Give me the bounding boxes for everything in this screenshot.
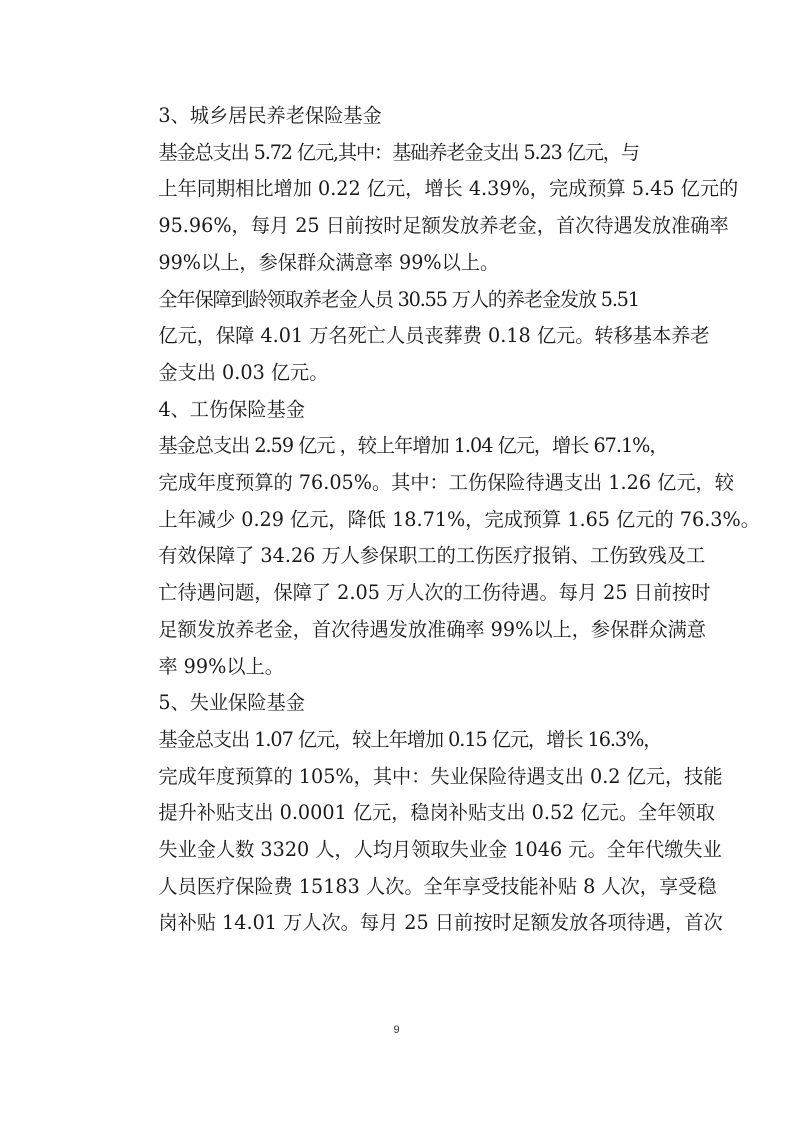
text-line: 亿元，保障 4.01 万名死亡人员丧葬费 0.18 亿元。转移基本养老 (158, 324, 710, 348)
text-line: 基金总支出 1.07 亿元，较上年增加 0.15 亿元，增长 16.3%， (158, 727, 662, 751)
section-heading: 4、工伤保险基金 (158, 397, 305, 421)
body-paragraph (120, 722, 723, 942)
text-line: 上年同期相比增加 0.22 亿元，增长 4.39%，完成预算 5.45 亿元的 (158, 177, 739, 201)
section (120, 685, 723, 942)
text-line: 岗补贴 14.01 万人次。每月 25 日前按时足额发放各项待遇，首次 (158, 911, 723, 935)
text-line: 基金总支出 5.72 亿元,其中：基础养老金支出 5.23 亿元，与 (158, 140, 639, 164)
body-paragraph (120, 428, 760, 685)
text-line: 提升补贴支出 0.0001 亿元，稳岗补贴支出 0.52 亿元。全年领取 (158, 801, 715, 825)
text-line: 完成年度预算的 76.05%。其中：工伤保险待遇支出 1.26 亿元，较 (158, 471, 734, 495)
body-paragraph (120, 282, 710, 392)
body-paragraph (120, 135, 739, 282)
text-line: 金支出 0.03 亿元。 (158, 360, 329, 384)
text-line: 99%以上，参保群众满意率 99%以上。 (158, 250, 500, 274)
section (120, 98, 739, 392)
text-line: 足额发放养老金，首次待遇发放准确率 99%以上，参保群众满意 (158, 617, 707, 641)
page-number: 9 (393, 1024, 400, 1036)
text-line: 完成年度预算的 105%，其中：失业保险待遇支出 0.2 亿元，技能 (158, 764, 723, 788)
text-line: 上年减少 0.29 亿元，降低 18.71%，完成预算 1.65 亿元的 76.3%。 (158, 507, 760, 531)
text-line: 亡待遇问题，保障了 2.05 万人次的工伤待遇。每月 25 日前按时 (158, 581, 711, 605)
text-line: 95.96%，每月 25 日前按时足额发放养老金，首次待遇发放准确率 (158, 214, 729, 238)
text-line: 人员医疗保险费 15183 人次。全年享受技能补贴 8 人次，享受稳 (158, 874, 717, 898)
section (120, 392, 760, 686)
text-line: 率 99%以上。 (158, 654, 284, 678)
text-line: 失业金人数 3320 人，人均月领取失业金 1046 元。全年代缴失业 (158, 838, 722, 862)
text-line: 基金总支出 2.59 亿元 ，较上年增加 1.04 亿元，增长 67.1%， (158, 434, 668, 458)
document-body (120, 98, 760, 942)
section-heading: 3、城乡居民养老保险基金 (158, 104, 382, 127)
text-line: 全年保障到龄领取养老金人员 30.55 万人的养老金发放 5.51 (158, 287, 639, 311)
section-heading: 5、失业保险基金 (158, 691, 305, 715)
text-line: 有效保障了 34.26 万人参保职工的工伤医疗报销、工伤致残及工 (158, 544, 706, 568)
